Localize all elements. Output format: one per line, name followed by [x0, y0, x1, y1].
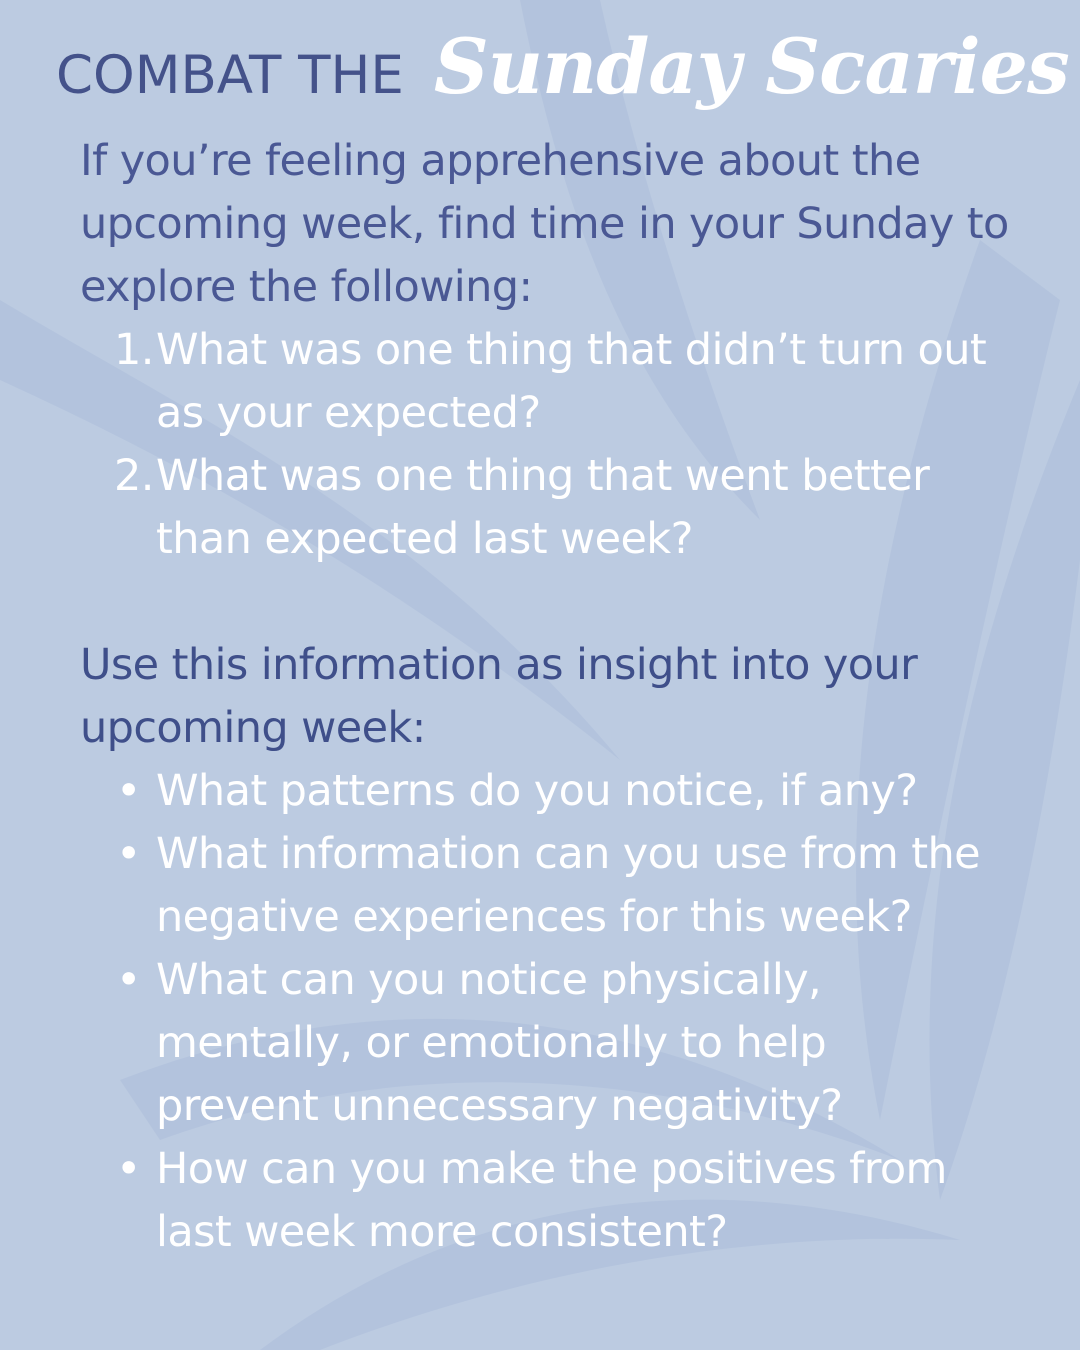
list-item [114, 949, 994, 1138]
list-item-text: What can you notice physically, mentally, or emotionally to help prevent unnecessary negativity? [156, 955, 843, 1131]
list-item [114, 445, 994, 571]
list-item [114, 760, 994, 823]
bullet-icon: • [116, 829, 141, 879]
intro-paragraph: If you’re feeling apprehensive about the upcoming week, find time in your Sunday to explore the following: [80, 136, 1009, 312]
list-item-text: How can you make the positives from last week more consistent? [156, 1144, 947, 1257]
bullet-list [114, 760, 994, 1264]
list-item-text: What information can you use from the negative experiences for this week? [156, 829, 980, 942]
section-heading: Use this information as insight into your upcoming week: [80, 640, 918, 753]
list-item-text: What was one thing that didn’t turn out as your expected? [156, 325, 987, 438]
bullet-icon: • [116, 766, 141, 816]
numbered-list [114, 319, 994, 571]
title-prefix: COMBAT THE [56, 45, 404, 106]
bullet-icon: • [116, 1144, 141, 1194]
list-number: 2. [114, 451, 154, 501]
list-item [114, 823, 994, 949]
list-number: 1. [114, 325, 154, 375]
list-item [114, 319, 994, 445]
list-item-text: What patterns do you notice, if any? [156, 766, 918, 816]
list-item [114, 1138, 994, 1264]
title-script: Sunday Scaries [433, 22, 1069, 111]
bullet-icon: • [116, 955, 141, 1005]
list-item-text: What was one thing that went better than expected last week? [156, 451, 930, 564]
page-title [56, 22, 1069, 111]
